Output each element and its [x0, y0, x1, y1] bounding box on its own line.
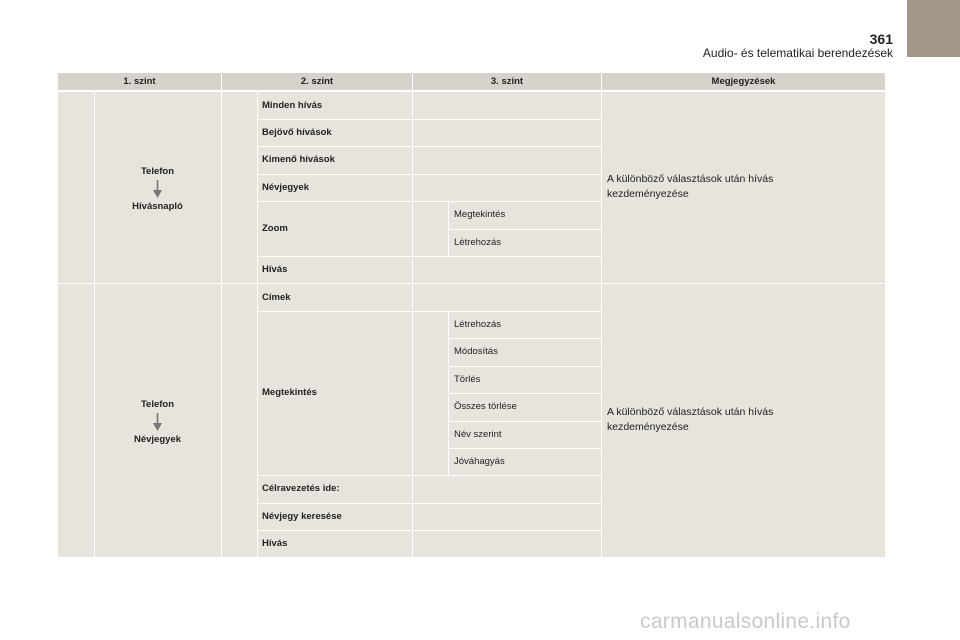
arrow-down-icon — [153, 413, 162, 431]
level1-cell-call-log — [94, 166, 221, 212]
level2-item: Névjegy keresése — [262, 511, 342, 522]
page-tab — [907, 0, 960, 57]
level1-top-label: Telefon — [140, 166, 175, 177]
level3-item: Törlés — [454, 374, 481, 385]
level2-item: Névjegyek — [262, 182, 310, 193]
level1-bottom-label: Névjegyek — [133, 434, 181, 445]
note-text: A különböző választások után hívás kezdeményezése — [607, 406, 774, 433]
level2-item: Hívás — [262, 264, 288, 275]
level3-item: Megtekintés — [454, 209, 506, 220]
level2-item: Kimenő hívások — [262, 154, 335, 165]
level2-item: Címek — [262, 292, 291, 303]
level2-item: Zoom — [262, 223, 288, 234]
level3-item: Jóváhagyás — [454, 456, 505, 467]
level2-item: Bejövő hívások — [262, 127, 332, 138]
note-text: A különböző választások után hívás kezdeményezése — [607, 173, 774, 200]
level3-item: Létrehozás — [454, 319, 502, 330]
level2-item: Hívás — [262, 538, 288, 549]
level3-item: Módosítás — [454, 346, 498, 357]
column-header-level2: 2. szint — [222, 73, 412, 90]
level1-cell-contacts — [94, 399, 221, 445]
level3-item: Összes törlése — [454, 401, 517, 412]
level2-item: Minden hívás — [262, 100, 323, 111]
level3-item: Létrehozás — [454, 237, 502, 248]
level1-bottom-label: Hívásnapló — [132, 201, 183, 212]
column-header-level1: 1. szint — [58, 73, 221, 90]
level1-top-label: Telefon — [140, 399, 175, 410]
watermark: carmanualsonline.info — [640, 610, 851, 633]
level2-item: Megtekintés — [262, 387, 317, 398]
column-header-notes: Megjegyzések — [602, 73, 885, 90]
arrow-down-icon — [153, 180, 162, 198]
section-title: Audio- és telematikai berendezések — [702, 46, 893, 60]
level2-item: Célravezetés ide: — [262, 483, 340, 494]
column-header-level3: 3. szint — [413, 73, 601, 90]
level3-item: Név szerint — [454, 429, 502, 440]
page-number: 361 — [869, 31, 893, 47]
